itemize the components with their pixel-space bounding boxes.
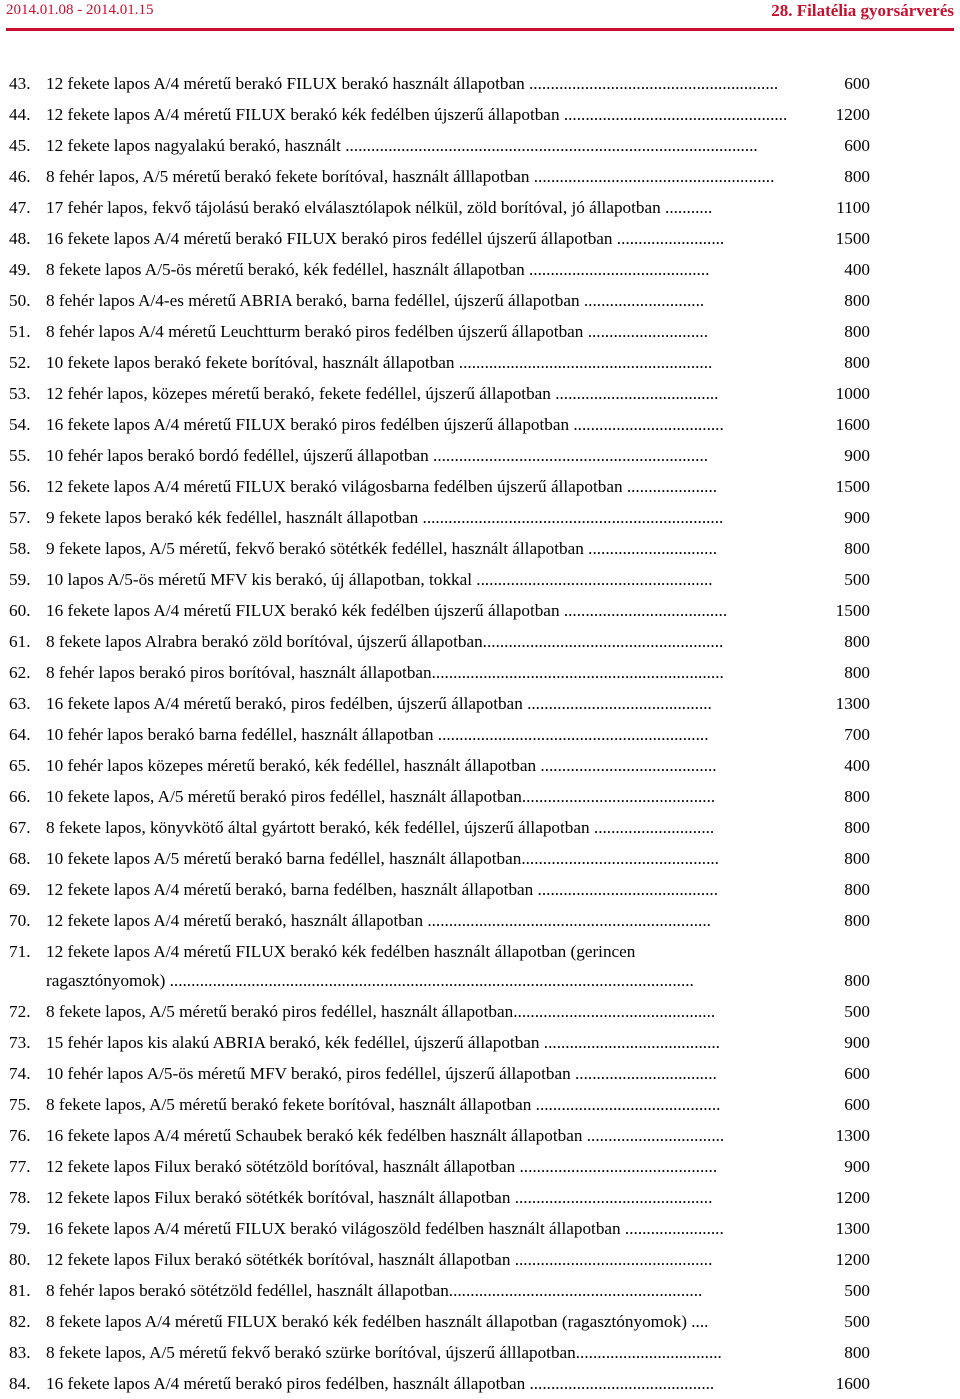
lot-number: 75. <box>9 1095 31 1114</box>
lot-number: 72. <box>9 1002 31 1021</box>
lot-description: 10 fekete lapos berakó fekete borítóval, használt állapotban ........................................................... <box>46 353 713 372</box>
date-range: 2014.01.08 - 2014.01.15 <box>6 2 154 18</box>
lot-description: 12 fehér lapos, közepes méretű berakó, fekete fedéllel, újszerű állapotban ...................................... <box>46 384 719 403</box>
lot-description: 16 fekete lapos A/4 méretű berakó FILUX berakó piros fedéllel újszerű állapotban ......................... <box>46 229 725 248</box>
lot-starting-price: 800 <box>844 322 870 341</box>
lot-description: 12 fekete lapos Filux berakó sötétzöld borítóval, használt állapotban .............................................. <box>46 1157 718 1176</box>
lot-number: 47. <box>9 198 31 217</box>
lot-row <box>0 719 960 750</box>
lot-row <box>0 1368 960 1399</box>
lot-row <box>0 1337 960 1368</box>
lot-number: 74. <box>9 1064 31 1083</box>
lot-starting-price: 800 <box>844 291 870 310</box>
lot-row <box>0 1058 960 1089</box>
lot-number: 77. <box>9 1157 31 1176</box>
lot-number: 79. <box>9 1219 31 1238</box>
lot-description: 9 fekete lapos berakó kék fedéllel, használt állapotban ...................................................................... <box>46 508 724 527</box>
lot-starting-price: 900 <box>844 446 870 465</box>
lot-starting-price: 600 <box>844 1095 870 1114</box>
lot-number: 66. <box>9 787 31 806</box>
lot-row <box>0 378 960 409</box>
lot-description: 16 fekete lapos A/4 méretű FILUX berakó piros fedélben újszerű állapotban ................................... <box>46 415 724 434</box>
lot-row <box>0 1306 960 1337</box>
lot-number: 46. <box>9 167 31 186</box>
lot-starting-price: 800 <box>844 353 870 372</box>
lot-number: 82. <box>9 1312 31 1331</box>
lot-number: 59. <box>9 570 31 589</box>
lot-starting-price: 1300 <box>835 694 870 713</box>
lot-number: 48. <box>9 229 31 248</box>
lot-row <box>0 471 960 502</box>
lot-description: 12 fekete lapos A/4 méretű FILUX berakó világosbarna fedélben újszerű állapotban ..................... <box>46 477 718 496</box>
lot-description: 16 fekete lapos A/4 méretű FILUX berakó kék fedélben újszerű állapotban ...................................... <box>46 601 728 620</box>
lot-description: 10 fehér lapos berakó bordó fedéllel, újszerű állapotban ................................................................ <box>46 446 709 465</box>
lot-starting-price: 1500 <box>835 601 870 620</box>
lot-number: 76. <box>9 1126 31 1145</box>
lot-description: 12 fekete lapos A/4 méretű FILUX berakó kék fedélben használt állapotban (gerincen <box>46 942 636 961</box>
lot-description: 10 fehér lapos közepes méretű berakó, kék fedéllel, használt állapotban ......................................... <box>46 756 717 775</box>
lot-number: 60. <box>9 601 31 620</box>
lot-number: 69. <box>9 880 31 899</box>
lot-number: 78. <box>9 1188 31 1207</box>
lot-number: 71. <box>9 942 31 961</box>
lot-starting-price: 1500 <box>835 229 870 248</box>
lot-number: 50. <box>9 291 31 310</box>
lot-number: 51. <box>9 322 31 341</box>
lot-number: 61. <box>9 632 31 651</box>
lot-row <box>0 626 960 657</box>
lot-number: 67. <box>9 818 31 837</box>
lot-description: 8 fekete lapos, könyvkötő által gyártott berakó, kék fedéllel, újszerű állapotban ............................ <box>46 818 715 837</box>
lot-row <box>0 595 960 626</box>
lot-row <box>0 347 960 378</box>
lot-row <box>0 533 960 564</box>
lot-number: 43. <box>9 74 31 93</box>
lot-starting-price: 600 <box>844 136 870 155</box>
lot-row <box>0 409 960 440</box>
lot-description: 12 fekete lapos nagyalakú berakó, használt ................................................................................................ <box>46 136 758 155</box>
lot-description: 16 fekete lapos A/4 méretű berakó piros fedélben, használt állapotban ........................................... <box>46 1374 715 1393</box>
lot-row <box>0 254 960 285</box>
lot-description: 12 fekete lapos A/4 méretű FILUX berakó kék fedélben újszerű állapotban .................................................... <box>46 105 788 124</box>
lot-row <box>0 99 960 130</box>
lot-number: 54. <box>9 415 31 434</box>
lot-row <box>0 161 960 192</box>
lot-description-continued: ragasztónyomok) .......................................................................................................................... <box>46 971 694 990</box>
lot-description: 8 fehér lapos berakó piros borítóval, használt állapotban.................................................................... <box>46 663 724 682</box>
lot-starting-price: 500 <box>844 1281 870 1300</box>
lot-number: 56. <box>9 477 31 496</box>
lot-description: 8 fekete lapos A/4 méretű FILUX berakó kék fedélben használt állapotban (ragasztónyomok) .... <box>46 1312 709 1331</box>
lot-starting-price: 1300 <box>835 1126 870 1145</box>
page-header <box>6 0 954 31</box>
lot-starting-price: 1300 <box>835 1219 870 1238</box>
lot-number: 45. <box>9 136 31 155</box>
lot-description: 12 fekete lapos A/4 méretű berakó, barna fedélben, használt állapotban .......................................... <box>46 880 719 899</box>
lot-starting-price: 400 <box>844 756 870 775</box>
lot-number: 70. <box>9 911 31 930</box>
lot-starting-price: 1500 <box>835 477 870 496</box>
lot-starting-price: 900 <box>844 1033 870 1052</box>
lot-row <box>0 1089 960 1120</box>
lot-starting-price: 1600 <box>835 1374 870 1393</box>
lot-number: 68. <box>9 849 31 868</box>
lot-number: 81. <box>9 1281 31 1300</box>
lot-starting-price: 800 <box>844 971 870 990</box>
lot-starting-price: 500 <box>844 1002 870 1021</box>
lot-row <box>0 192 960 223</box>
lot-starting-price: 800 <box>844 632 870 651</box>
lot-description: 8 fekete lapos Alrabra berakó zöld borítóval, újszerű állapotban........................................................ <box>46 632 724 651</box>
lot-description: 12 fekete lapos Filux berakó sötétkék borítóval, használt állapotban .............................................. <box>46 1250 713 1269</box>
lot-description: 16 fekete lapos A/4 méretű Schaubek berakó kék fedélben használt állapotban ................................ <box>46 1126 725 1145</box>
lot-number: 52. <box>9 353 31 372</box>
lot-starting-price: 1100 <box>836 198 870 217</box>
lot-starting-price: 800 <box>844 539 870 558</box>
lot-row <box>0 1120 960 1151</box>
lot-starting-price: 1200 <box>835 1188 870 1207</box>
lot-row <box>0 502 960 533</box>
lot-description: 8 fekete lapos, A/5 méretű fekvő berakó szürke borítóval, újszerű álllapotban.................................. <box>46 1343 722 1362</box>
lot-number: 49. <box>9 260 31 279</box>
lot-number: 65. <box>9 756 31 775</box>
lot-starting-price: 600 <box>844 1064 870 1083</box>
lot-row <box>0 874 960 905</box>
lot-description: 12 fekete lapos A/4 méretű berakó FILUX berakó használt állapotban .......................................................... <box>46 74 779 93</box>
lot-number: 63. <box>9 694 31 713</box>
lot-row <box>0 440 960 471</box>
lot-starting-price: 1200 <box>835 105 870 124</box>
lot-row <box>0 130 960 161</box>
lot-description: 8 fehér lapos, A/5 méretű berakó fekete borítóval, használt álllapotban ........................................................ <box>46 167 775 186</box>
lot-starting-price: 600 <box>844 74 870 93</box>
lot-starting-price: 1200 <box>835 1250 870 1269</box>
lot-starting-price: 1600 <box>835 415 870 434</box>
lot-row <box>0 1213 960 1244</box>
lot-row <box>0 1275 960 1306</box>
lot-starting-price: 500 <box>844 1312 870 1331</box>
lot-starting-price: 700 <box>844 725 870 744</box>
lot-number: 83. <box>9 1343 31 1362</box>
lot-row <box>0 688 960 719</box>
lot-row <box>0 1151 960 1182</box>
lot-row <box>0 68 960 99</box>
lot-description: 8 fehér lapos berakó sötétzöld fedéllel, használt állapotban........................................................... <box>46 1281 703 1300</box>
lot-row <box>0 750 960 781</box>
lot-starting-price: 900 <box>844 1157 870 1176</box>
lot-description: 9 fekete lapos, A/5 méretű, fekvő berakó sötétkék fedéllel, használt állapotban .............................. <box>46 539 718 558</box>
lot-number: 55. <box>9 446 31 465</box>
lot-starting-price: 800 <box>844 880 870 899</box>
lot-description: 8 fehér lapos A/4 méretű Leuchtturm berakó piros fedélben újszerű állapotban ............................ <box>46 322 709 341</box>
lot-starting-price: 800 <box>844 818 870 837</box>
lot-starting-price: 800 <box>844 787 870 806</box>
lot-row <box>0 316 960 347</box>
lot-description: 10 lapos A/5-ös méretű MFV kis berakó, új állapotban, tokkal ....................................................... <box>46 570 713 589</box>
lot-number: 57. <box>9 508 31 527</box>
lot-list <box>0 68 960 1399</box>
lot-row <box>0 843 960 874</box>
lot-number: 58. <box>9 539 31 558</box>
lot-row <box>0 905 960 936</box>
lot-description: 10 fekete lapos A/5 méretű berakó barna fedéllel, használt állapotban.............................................. <box>46 849 719 868</box>
lot-row <box>0 564 960 595</box>
lot-row <box>0 1244 960 1275</box>
lot-description: 16 fekete lapos A/4 méretű FILUX berakó világoszöld fedélben használt állapotban ....................... <box>46 1219 724 1238</box>
lot-number: 53. <box>9 384 31 403</box>
auction-title: 28. Filatélia gyorsárverés <box>771 1 954 20</box>
lot-description: 10 fehér lapos A/5-ös méretű MFV berakó, piros fedéllel, újszerű állapotban ................................. <box>46 1064 717 1083</box>
lot-number: 44. <box>9 105 31 124</box>
lot-row <box>0 812 960 843</box>
lot-starting-price: 400 <box>844 260 870 279</box>
lot-row <box>0 996 960 1027</box>
lot-row <box>0 285 960 316</box>
lot-number: 62. <box>9 663 31 682</box>
lot-number: 73. <box>9 1033 31 1052</box>
lot-description: 8 fehér lapos A/4-es méretű ABRIA berakó, barna fedéllel, újszerű állapotban ............................ <box>46 291 705 310</box>
lot-description: 12 fekete lapos Filux berakó sötétkék borítóval, használt állapotban .............................................. <box>46 1188 713 1207</box>
lot-description: 12 fekete lapos A/4 méretű berakó, használt állapotban .................................................................. <box>46 911 711 930</box>
lot-number: 64. <box>9 725 31 744</box>
lot-number: 80. <box>9 1250 31 1269</box>
lot-row <box>0 781 960 812</box>
lot-starting-price: 800 <box>844 911 870 930</box>
lot-starting-price: 500 <box>844 570 870 589</box>
lot-starting-price: 800 <box>844 167 870 186</box>
lot-description: 17 fehér lapos, fekvő tájolású berakó elválasztólapok nélkül, zöld borítóval, jó állapotban ........... <box>46 198 713 217</box>
lot-description: 8 fekete lapos, A/5 méretű berakó fekete borítóval, használt állapotban ........................................... <box>46 1095 721 1114</box>
lot-row <box>0 223 960 254</box>
lot-row <box>0 1027 960 1058</box>
lot-row <box>0 936 960 996</box>
lot-description: 16 fekete lapos A/4 méretű berakó, piros fedélben, újszerű állapotban ........................................... <box>46 694 712 713</box>
lot-description: 8 fekete lapos, A/5 méretű berakó piros fedéllel, használt állapotban............................................... <box>46 1002 716 1021</box>
lot-starting-price: 800 <box>844 663 870 682</box>
lot-starting-price: 900 <box>844 508 870 527</box>
lot-description: 15 fehér lapos kis alakú ABRIA berakó, kék fedéllel, újszerű állapotban ......................................... <box>46 1033 720 1052</box>
lot-row <box>0 657 960 688</box>
lot-number: 84. <box>9 1374 31 1393</box>
lot-starting-price: 800 <box>844 849 870 868</box>
lot-starting-price: 800 <box>844 1343 870 1362</box>
lot-starting-price: 1000 <box>835 384 870 403</box>
lot-row <box>0 1182 960 1213</box>
lot-description: 10 fehér lapos berakó barna fedéllel, használt állapotban ............................................................... <box>46 725 709 744</box>
lot-description: 10 fekete lapos, A/5 méretű berakó piros fedéllel, használt állapotban............................................. <box>46 787 716 806</box>
lot-description: 8 fekete lapos A/5-ös méretű berakó, kék fedéllel, használt állapotban .......................................... <box>46 260 710 279</box>
